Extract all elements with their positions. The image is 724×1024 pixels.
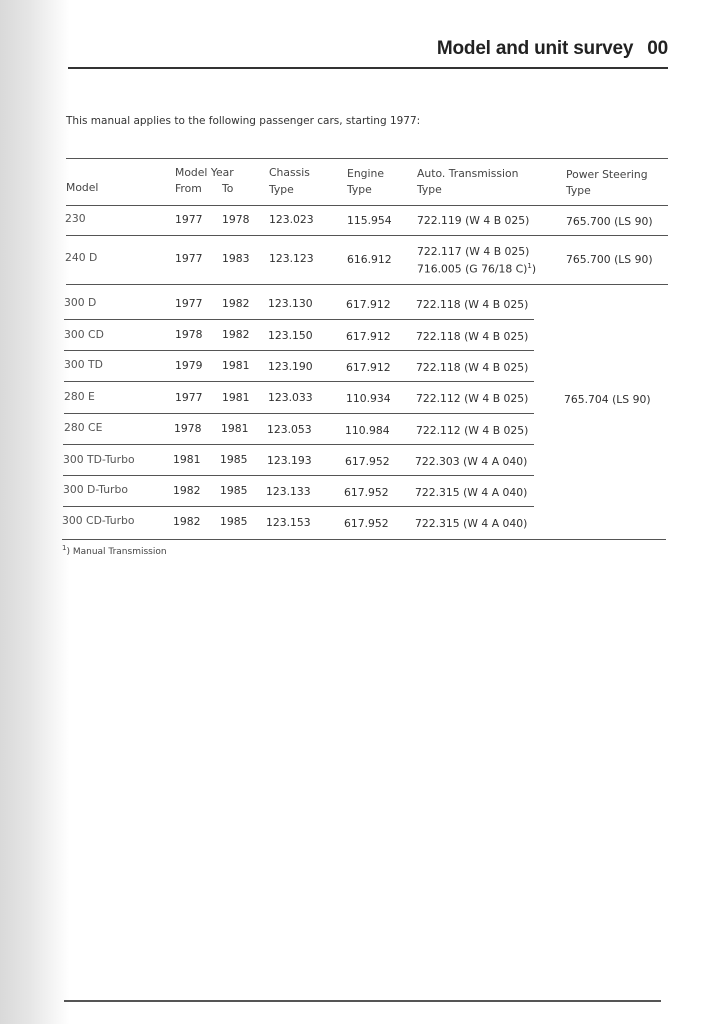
page-title — [437, 38, 668, 60]
header-rule — [68, 67, 668, 69]
cell-engine: 617.952 — [344, 517, 389, 530]
cell-from: 1977 — [175, 297, 203, 310]
header-transmission-type: Type — [417, 183, 442, 196]
table-top-rule — [66, 158, 668, 159]
cell-chassis: 123.150 — [268, 329, 313, 342]
header-bottom-rule — [66, 205, 668, 206]
section-number: 00 — [647, 38, 668, 59]
cell-to: 1981 — [222, 359, 250, 372]
footnote-ref: 1 — [527, 262, 532, 270]
cell-engine: 115.954 — [347, 214, 392, 227]
cell-from: 1981 — [173, 453, 201, 466]
closing-paren: ) — [531, 262, 537, 276]
cell-to: 1985 — [220, 484, 248, 497]
row-rule — [64, 381, 534, 382]
cell-from: 1979 — [175, 359, 203, 372]
cell-engine: 617.912 — [346, 298, 391, 311]
header-steering-type: Type — [566, 184, 591, 197]
cell-transmission: 722.118 (W 4 B 025) — [416, 298, 529, 311]
header-transmission: Auto. Transmission — [417, 167, 519, 180]
header-to: To — [222, 182, 234, 195]
cell-to: 1982 — [222, 297, 250, 310]
cell-to: 1985 — [220, 453, 248, 466]
cell-chassis: 123.193 — [267, 454, 312, 467]
header-engine-type: Type — [347, 183, 372, 196]
cell-transmission: 722.112 (W 4 B 025) — [416, 392, 529, 405]
cell-engine: 617.912 — [346, 361, 391, 374]
cell-to: 1981 — [222, 391, 250, 404]
cell-engine: 110.934 — [346, 392, 391, 405]
cell-engine: 617.952 — [345, 455, 390, 468]
row-rule — [63, 444, 534, 445]
cell-transmission: 722.119 (W 4 B 025) — [417, 214, 530, 227]
cell-to: 1982 — [222, 328, 250, 341]
cell-from: 1977 — [175, 252, 203, 265]
cell-to: 1978 — [222, 213, 250, 226]
manual-transmission-value: 716.005 (G 76/18 C) — [417, 262, 528, 276]
cell-model: 300 CD-Turbo — [62, 514, 135, 527]
cell-chassis: 123.133 — [266, 485, 311, 498]
cell-from: 1978 — [175, 328, 203, 341]
row-rule — [64, 413, 534, 414]
cell-engine: 616.912 — [347, 253, 392, 266]
footnote-marker: 1 — [62, 544, 67, 552]
footer-rule — [64, 1000, 661, 1002]
cell-model: 300 D — [64, 296, 97, 309]
cell-chassis: 123.033 — [268, 391, 313, 404]
header-model-year: Model Year — [175, 166, 234, 179]
cell-transmission: 722.112 (W 4 B 025) — [416, 424, 529, 437]
cell-engine: 617.952 — [344, 486, 389, 499]
cell-steering: 765.700 (LS 90) — [566, 215, 653, 228]
header-steering: Power Steering — [566, 168, 648, 181]
footnote — [62, 544, 167, 557]
cell-transmission: 722.118 (W 4 B 025) — [416, 330, 529, 343]
cell-model: 300 TD — [64, 358, 103, 371]
cell-model: 230 — [65, 212, 86, 225]
cell-transmission: 722.303 (W 4 A 040) — [415, 455, 528, 468]
cell-chassis: 123.023 — [269, 213, 314, 226]
cell-model: 300 TD-Turbo — [63, 453, 135, 466]
header-chassis-type: Type — [269, 183, 294, 196]
cell-to: 1981 — [221, 422, 249, 435]
header-model: Model — [66, 181, 99, 194]
row-rule — [63, 506, 534, 507]
cell-to: 1983 — [222, 252, 250, 265]
header-engine: Engine — [347, 167, 385, 180]
cell-to: 1985 — [220, 515, 248, 528]
row-rule — [63, 475, 534, 476]
row-rule — [64, 319, 534, 320]
cell-from: 1977 — [175, 213, 203, 226]
cell-chassis: 123.130 — [268, 297, 313, 310]
cell-chassis: 123.123 — [269, 252, 314, 265]
title-text: Model and unit survey — [436, 38, 634, 59]
cell-transmission: 722.117 (W 4 B 025) — [417, 245, 530, 258]
cell-steering-shared: 765.704 (LS 90) — [564, 393, 651, 406]
row-rule — [66, 235, 668, 236]
cell-transmission-manual — [417, 259, 536, 277]
cell-model: 300 CD — [64, 328, 104, 341]
footnote-text: ) Manual Transmission — [66, 547, 167, 557]
row-rule — [64, 350, 534, 351]
cell-model: 240 D — [65, 251, 98, 264]
cell-transmission: 722.118 (W 4 B 025) — [416, 361, 529, 374]
cell-transmission: 722.315 (W 4 A 040) — [415, 486, 528, 499]
cell-from: 1982 — [173, 484, 201, 497]
cell-model: 280 CE — [64, 421, 103, 434]
table-bottom-rule — [62, 539, 666, 540]
cell-model: 300 D-Turbo — [63, 483, 128, 496]
intro-text: This manual applies to the following passenger cars, starting 1977: — [66, 115, 421, 127]
cell-chassis: 123.190 — [268, 360, 313, 373]
row-rule — [66, 284, 668, 285]
cell-engine: 617.912 — [346, 330, 391, 343]
cell-chassis: 123.053 — [267, 423, 312, 436]
cell-from: 1982 — [173, 515, 201, 528]
cell-transmission: 722.315 (W 4 A 040) — [415, 517, 528, 530]
header-chassis: Chassis — [269, 166, 310, 179]
cell-chassis: 123.153 — [266, 516, 311, 529]
header-from: From — [175, 182, 202, 195]
cell-from: 1978 — [174, 422, 202, 435]
cell-engine: 110.984 — [345, 424, 390, 437]
cell-steering: 765.700 (LS 90) — [566, 253, 653, 266]
cell-model: 280 E — [64, 390, 95, 403]
cell-from: 1977 — [175, 391, 203, 404]
